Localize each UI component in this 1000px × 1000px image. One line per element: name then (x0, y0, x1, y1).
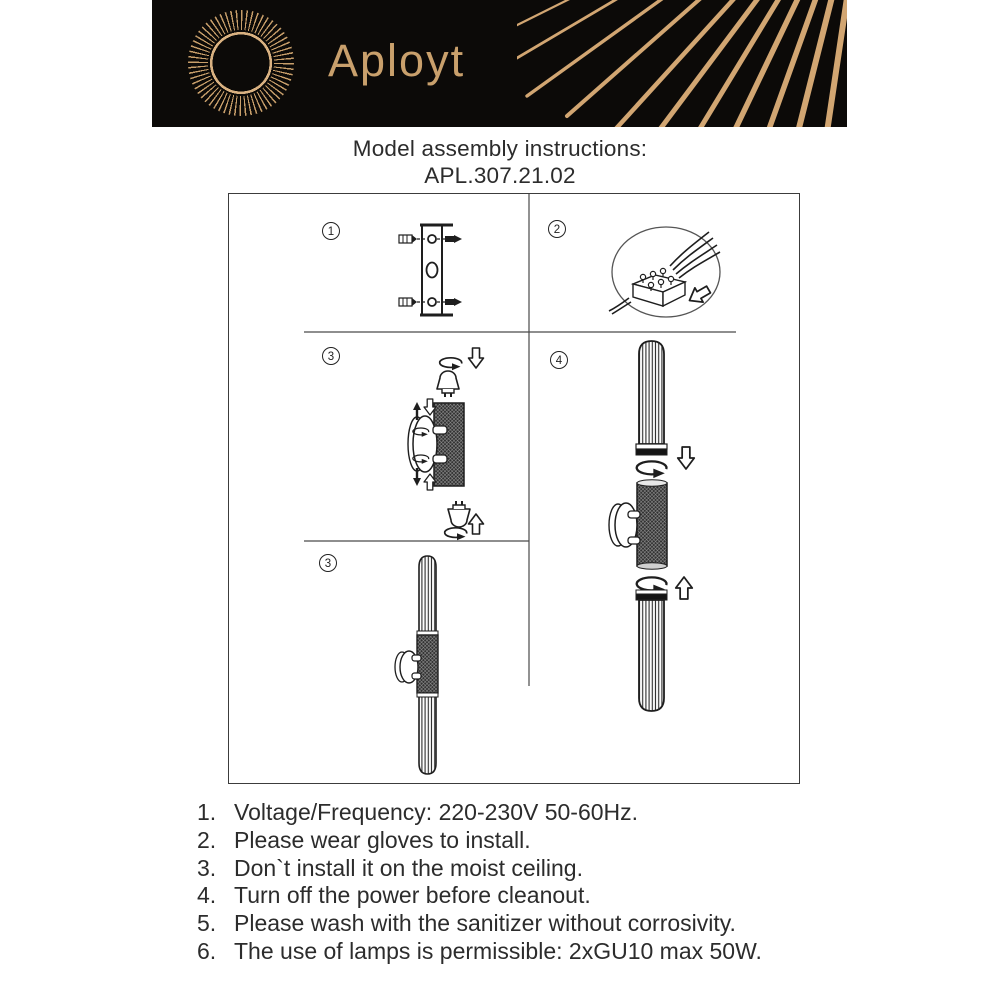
model-number: APL.307.21.02 (424, 163, 576, 188)
list-item (197, 827, 837, 855)
list-item (197, 910, 837, 938)
up-arrow-icon (413, 402, 421, 420)
item-text: Turn off the power before cleanout. (234, 882, 591, 909)
brand-name: Aployt (328, 34, 466, 86)
panel-1-bracket-drawing (399, 225, 462, 315)
item-number: 2. (197, 826, 217, 853)
item-number: 4. (197, 882, 217, 909)
title-block (0, 135, 1000, 189)
item-text: Please wear gloves to install. (234, 826, 531, 853)
step-number-4: 4 (550, 351, 568, 369)
rotate-arrow-icon (440, 358, 462, 370)
down-arrow-icon (413, 468, 421, 486)
sunburst-logo-icon (188, 10, 294, 116)
step-number-1: 1 (322, 222, 340, 240)
terminal-block-icon (633, 268, 685, 306)
item-number: 6. (197, 937, 217, 964)
rotate-arrow-icon (637, 461, 667, 478)
list-item (197, 799, 837, 827)
step-number-3: 3 (322, 347, 340, 365)
list-item (197, 882, 837, 910)
panel-4-tube-assembly-drawing (609, 341, 694, 711)
instructions-list (197, 799, 837, 966)
assembly-diagram-box (228, 193, 800, 784)
list-item (197, 855, 837, 883)
item-number: 3. (197, 854, 217, 881)
fluted-tube-top (639, 341, 664, 444)
page-title: Model assembly instructions: (352, 136, 648, 161)
wall-mount-canopy (609, 503, 640, 547)
panel-5-assembled-lamp-drawing (395, 556, 438, 774)
item-number: 1. (197, 799, 217, 825)
fluted-tube-bottom (639, 600, 664, 711)
down-arrow-icon (678, 447, 695, 469)
knurled-body (637, 483, 667, 566)
step-number-2: 2 (548, 220, 566, 238)
grid-dividers (304, 194, 736, 686)
rotate-arrow-icon (445, 528, 467, 540)
list-item (197, 938, 837, 966)
knurled-body (434, 403, 464, 486)
item-text: Please wash with the sanitizer without corrosivity. (234, 910, 736, 937)
panel-3-bulb-install-drawing (408, 348, 484, 540)
item-text: The use of lamps is permissible: 2xGU10 max 50W. (234, 937, 762, 964)
panel-2-wiring-drawing (609, 227, 720, 317)
gu10-bulb-icon (448, 501, 470, 527)
gu10-bulb-icon (437, 371, 459, 397)
item-text: Voltage/Frequency: 220-230V 50-60Hz. (234, 799, 639, 825)
wall-mount-canopy (395, 651, 421, 683)
down-arrow-icon (469, 348, 484, 368)
brand-banner (152, 0, 847, 127)
item-text: Don`t install it on the moist ceiling. (234, 854, 583, 881)
knurled-body (417, 635, 438, 693)
item-number: 5. (197, 910, 217, 937)
step-number-5: 3 (319, 554, 337, 572)
corner-rays-icon (517, 0, 847, 127)
up-arrow-icon (676, 577, 693, 599)
insert-arrow-icon (685, 282, 712, 307)
up-arrow-icon (469, 514, 484, 534)
assembly-diagram-art (229, 194, 798, 782)
